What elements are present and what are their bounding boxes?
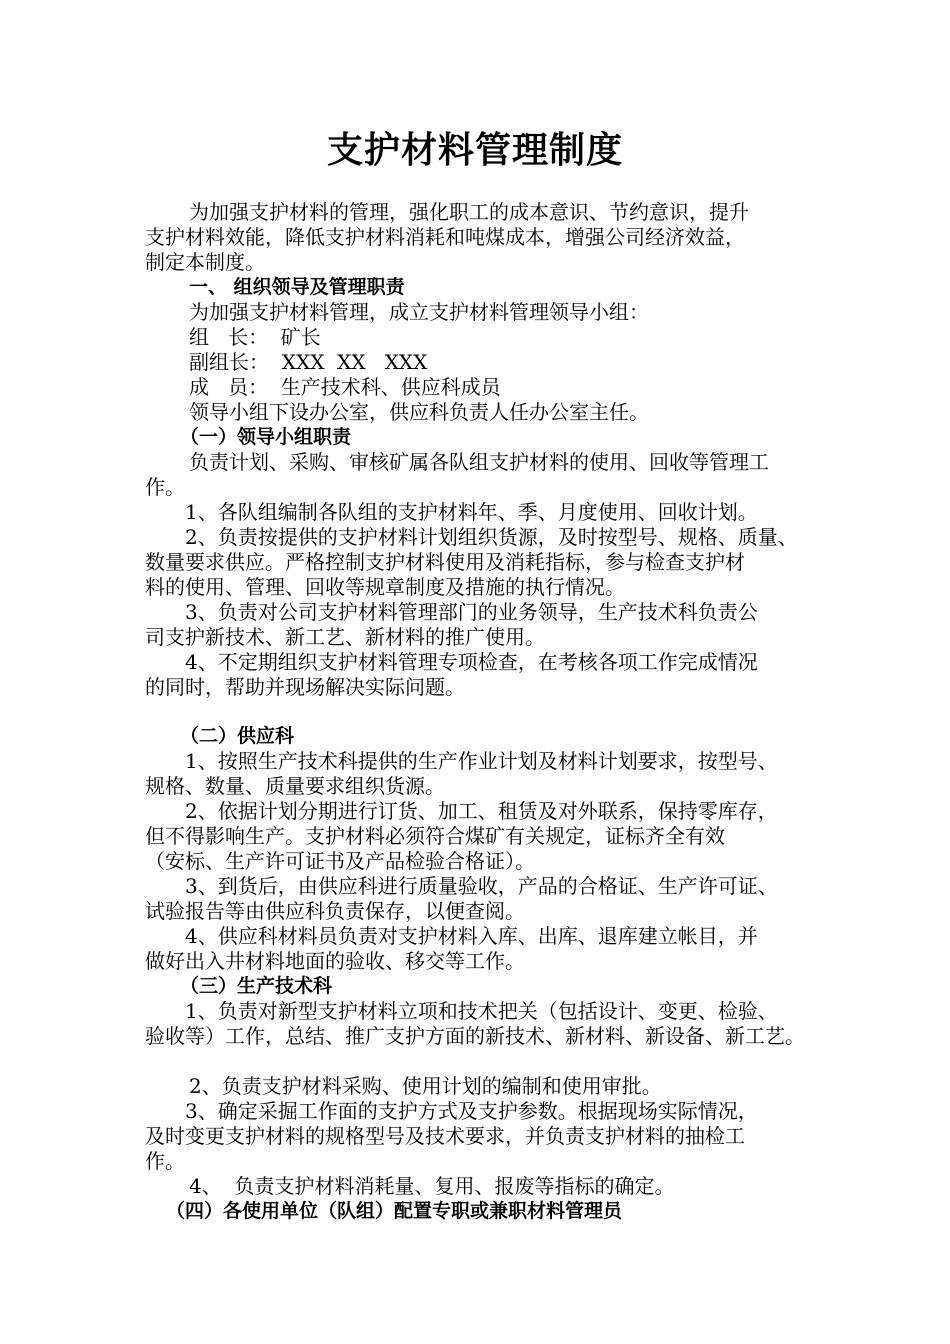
paragraph-line: 制定本制度。	[145, 250, 265, 274]
paragraph-line: 支护材料效能，降低支护材料消耗和吨煤成本，增强公司经济效益，	[145, 225, 745, 249]
paragraph-line: 4、 负责支护材料消耗量、复用、报废等指标的确定。	[189, 1174, 675, 1198]
paragraph-line: 3、负责对公司支护材料管理部门的业务领导，生产技术科负责公	[185, 600, 758, 624]
paragraph-line: 2、负责按提供的支护材料计划组织货源，及时按型号、规格、质量、	[185, 525, 798, 549]
subsection-heading: （四）各使用单位（队组）配置专职或兼职材料管理员	[166, 1200, 623, 1222]
paragraph-line: 组 长： 矿长	[189, 325, 321, 349]
section-heading: 一、 组织领导及管理职责	[189, 276, 405, 298]
subsection-heading: （二）供应科	[180, 725, 295, 747]
paragraph-line: 成 员： 生产技术科、供应科成员	[189, 375, 501, 399]
paragraph-line: 1、负责对新型支护材料立项和技术把关（包括设计、变更、检验、	[185, 999, 778, 1023]
paragraph-line: 的同时，帮助并现场解决实际问题。	[145, 675, 465, 699]
paragraph-line: 3、到货后，由供应科进行质量验收，产品的合格证、生产许可证、	[185, 874, 778, 898]
subsection-heading: （三）生产技术科	[180, 975, 333, 997]
paragraph-line: 验收等）工作，总结、推广支护方面的新技术、新材料、新设备、新工艺。	[145, 1024, 805, 1048]
paragraph-line: 为加强支护材料管理，成立支护材料管理领导小组：	[189, 300, 649, 324]
paragraph-line: 2、依据计划分期进行订货、加工、租赁及对外联系，保持零库存，	[185, 799, 778, 823]
paragraph-line: 副组长： XXX XX XXX	[189, 350, 428, 374]
paragraph-line: 料的使用、管理、回收等规章制度及措施的执行情况。	[145, 575, 625, 599]
paragraph-line: 2、负责支护材料采购、使用计划的编制和使用审批。	[189, 1074, 662, 1098]
paragraph-line: 但不得影响生产。支护材料必须符合煤矿有关规定，证标齐全有效	[145, 824, 725, 848]
paragraph-line: 1、按照生产技术科提供的生产作业计划及材料计划要求，按型号、	[185, 749, 778, 773]
paragraph-line: 作。	[145, 475, 185, 499]
paragraph-line: 为加强支护材料的管理，强化职工的成本意识、节约意识，提升	[189, 200, 749, 224]
paragraph-line: 规格、数量、质量要求组织货源。	[145, 774, 445, 798]
paragraph-line: 4、供应科材料员负责对支护材料入库、出库、退库建立帐目，并	[185, 924, 758, 948]
paragraph-line: 做好出入井材料地面的验收、移交等工作。	[145, 949, 525, 973]
paragraph-line: 1、各队组编制各队组的支护材料年、季、月度使用、回收计划。	[185, 500, 758, 524]
paragraph-line: 负责计划、采购、审核矿属各队组支护材料的使用、回收等管理工	[189, 450, 769, 474]
paragraph-line: 及时变更支护材料的规格型号及技术要求，并负责支护材料的抽检工	[145, 1124, 745, 1148]
document-title: 支护材料管理制度	[326, 130, 623, 171]
paragraph-line: 3、确定采掘工作面的支护方式及支护参数。根据现场实际情况，	[185, 1099, 758, 1123]
paragraph-line: 4、不定期组织支护材料管理专项检查，在考核各项工作完成情况	[185, 650, 758, 674]
paragraph-line: 试验报告等由供应科负责保存，以便查阅。	[145, 899, 525, 923]
paragraph-line: 司支护新技术、新工艺、新材料的推广使用。	[145, 625, 545, 649]
paragraph-line: （安标、生产许可证书及产品检验合格证）。	[145, 849, 535, 873]
paragraph-line: 数量要求供应。严格控制支护材料使用及消耗指标，参与检查支护材	[145, 550, 745, 574]
paragraph-line: 作。	[145, 1149, 185, 1173]
subsection-heading: （一）领导小组职责	[180, 426, 352, 448]
paragraph-line: 领导小组下设办公室，供应科负责人任办公室主任。	[189, 400, 649, 424]
